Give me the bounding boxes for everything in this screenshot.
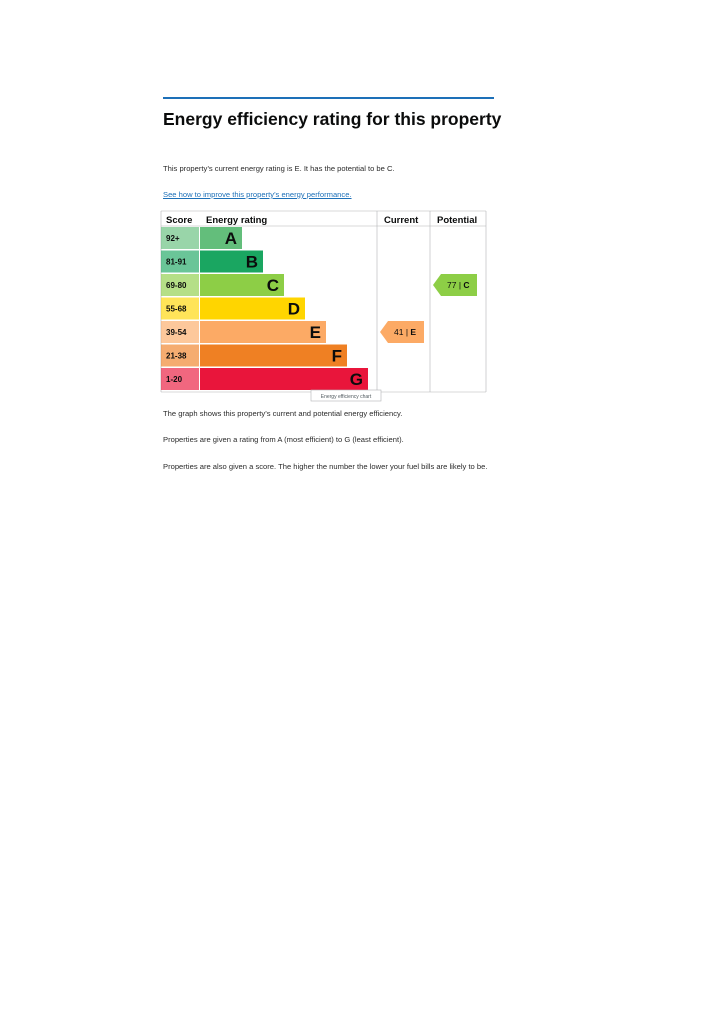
rating-bands	[161, 227, 368, 390]
band-letter-d: D	[287, 299, 300, 319]
band-row-a	[161, 227, 242, 249]
explanation-score: Properties are also given a score. The higher the number the lower your fuel bills are likely to be.	[163, 462, 488, 471]
band-row-d	[161, 298, 305, 320]
score-range-f: 21-38	[166, 351, 187, 361]
band-letter-e: E	[309, 323, 321, 342]
band-bar-f	[200, 345, 347, 367]
potential-rating-indicator	[433, 274, 477, 296]
band-row-g	[161, 368, 368, 390]
header-energy-rating: Energy rating	[206, 215, 268, 226]
score-range-g: 1-20	[166, 375, 183, 384]
current-rating-indicator-label: 41 | E	[394, 327, 417, 337]
band-bar-e	[200, 321, 326, 343]
band-letter-f: F	[331, 346, 342, 366]
energy-efficiency-chart	[160, 210, 490, 404]
score-range-a: 92+	[166, 234, 180, 243]
band-letter-a: A	[224, 229, 237, 248]
band-row-e	[161, 321, 326, 343]
improve-performance-link[interactable]: See how to improve this property’s energy performance.	[163, 190, 352, 199]
band-letter-b: B	[245, 252, 258, 272]
header-current: Current	[384, 215, 419, 226]
band-bar-g	[200, 368, 368, 390]
score-range-d: 55-68	[166, 304, 187, 314]
header-potential: Potential	[437, 215, 478, 226]
chart-caption-box	[311, 390, 381, 401]
header-score: Score	[166, 215, 193, 226]
intro-text: This property’s current energy rating is E. It has the potential to be C.	[163, 164, 395, 173]
score-range-c: 69-80	[166, 281, 187, 290]
page-title: Energy efficiency rating for this property	[163, 109, 502, 129]
chart-caption: Energy efficiency chart	[320, 394, 372, 400]
band-row-f	[161, 345, 347, 367]
explanation-rating: Properties are given a rating from A (most efficient) to G (least efficient).	[163, 435, 404, 444]
score-range-e: 39-54	[166, 328, 187, 337]
band-row-b	[161, 251, 263, 273]
score-range-b: 81-91	[166, 257, 187, 267]
band-letter-g: G	[349, 370, 363, 389]
band-letter-c: C	[266, 276, 279, 295]
current-rating-indicator	[380, 321, 424, 343]
potential-rating-indicator-label: 77 | C	[447, 280, 470, 290]
heading-rule	[163, 97, 494, 99]
band-row-c	[161, 274, 284, 296]
rating-indicators	[380, 274, 477, 343]
explanation-graph: The graph shows this property’s current and potential energy efficiency.	[163, 409, 403, 418]
